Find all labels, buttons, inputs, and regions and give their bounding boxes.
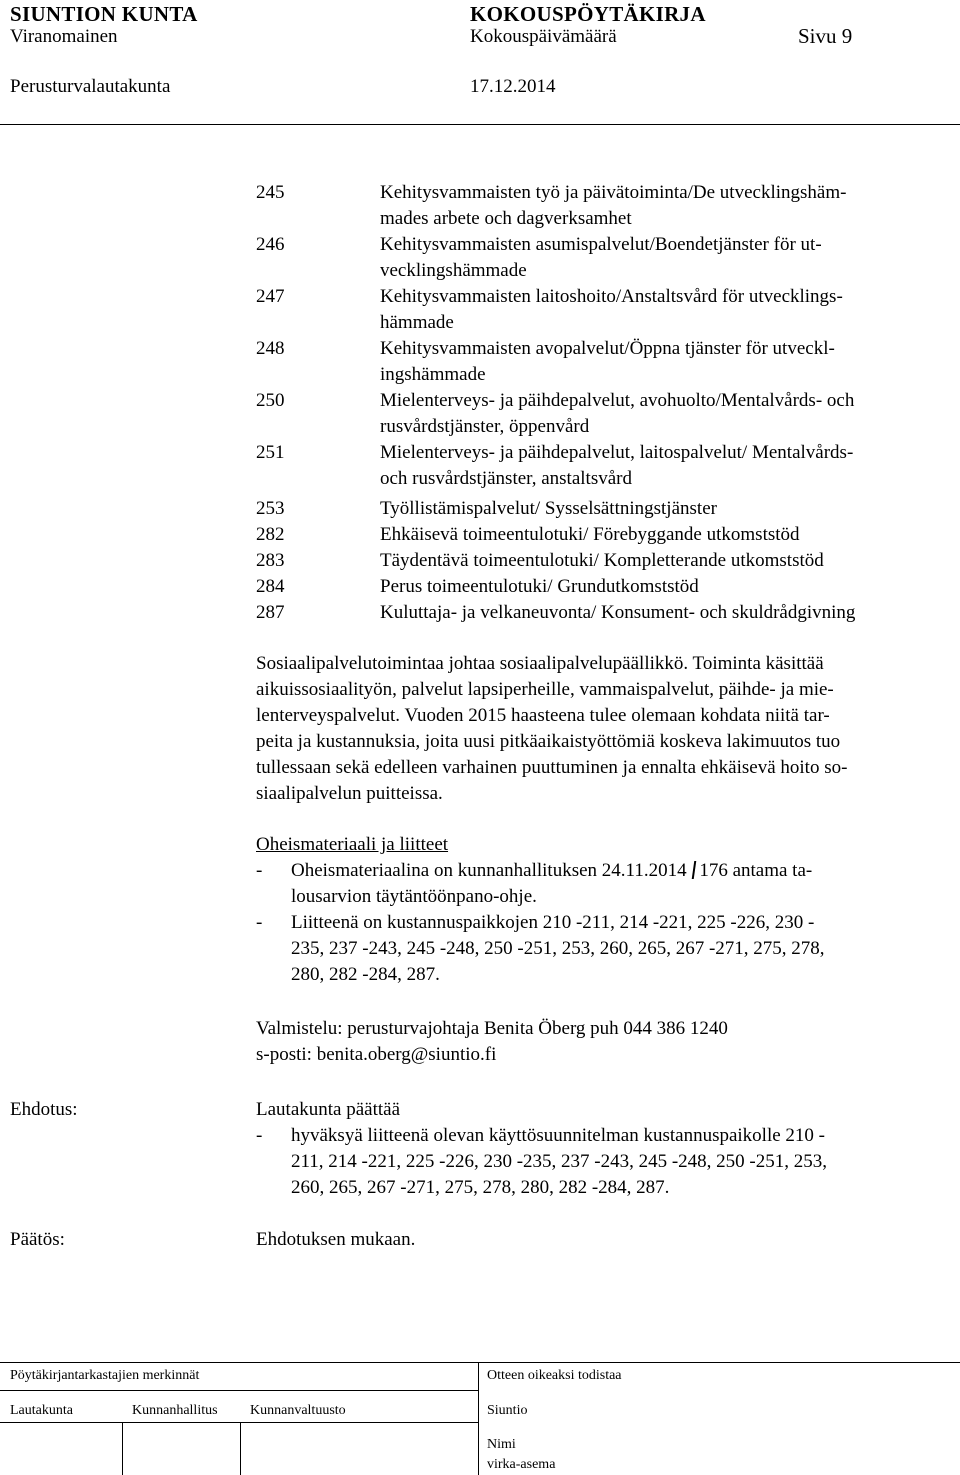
meeting-date: 17.12.2014 bbox=[470, 76, 556, 97]
cost-center-code: 284 bbox=[256, 576, 285, 597]
preparation-email: s-posti: benita.oberg@siuntio.fi bbox=[256, 1044, 497, 1065]
cost-center-row bbox=[256, 440, 956, 492]
paragraph-line: siaalipalvelun puitteissa. bbox=[256, 783, 443, 804]
header-divider bbox=[0, 124, 960, 125]
cost-center-code: 282 bbox=[256, 524, 285, 545]
paragraph-line: Sosiaalipalvelutoimintaa johtaa sosiaalipalvelupäällikkö. Toiminta käsittää bbox=[256, 653, 824, 674]
footer-divider bbox=[478, 1362, 479, 1475]
cost-center-row bbox=[256, 180, 956, 232]
attachments-heading: Oheismateriaali ja liitteet bbox=[256, 834, 449, 855]
cost-center-code: 250 bbox=[256, 390, 285, 411]
section-sign-icon bbox=[691, 861, 699, 879]
footer-row-line bbox=[0, 1390, 478, 1391]
cost-center-name: Täydentävä toimeentulotuki/ Kompletterande utkomststöd bbox=[380, 550, 824, 571]
footer-title-label: virka-asema bbox=[487, 1457, 556, 1472]
cost-center-name: Kehitysvammaisten työ ja päivätoiminta/De utvecklingshäm- bbox=[380, 182, 847, 203]
attachment-item bbox=[256, 910, 946, 988]
cost-center-code: 251 bbox=[256, 442, 285, 463]
cost-center-row bbox=[256, 388, 956, 440]
preparation-contact: Valmistelu: perusturvajohtaja Benita Öberg puh 044 386 1240 bbox=[256, 1018, 728, 1039]
cost-center-name: Perus toimeentulotuki/ Grundutkomststöd bbox=[380, 576, 699, 597]
cost-center-name: Mielenterveys- ja päihdepalvelut, laitospalvelut/ Mentalvårds- bbox=[380, 442, 854, 463]
proposal-line: 260, 265, 267 -271, 275, 278, 280, 282 -284, 287. bbox=[291, 1177, 670, 1198]
bullet-dash: - bbox=[256, 860, 263, 881]
cost-center-row bbox=[256, 600, 956, 652]
decision-label: Päätös: bbox=[10, 1229, 65, 1250]
footer-row-line bbox=[0, 1422, 478, 1423]
cost-center-name-cont: mades arbete och dagverksamhet bbox=[380, 208, 632, 229]
attachment-line: lousarvion täytäntöönpano-ohje. bbox=[291, 886, 537, 907]
cost-center-name: Kehitysvammaisten laitoshoito/Anstaltsvård för utvecklings- bbox=[380, 286, 843, 307]
cost-center-row bbox=[256, 232, 956, 284]
date-label: Kokouspäivämäärä bbox=[470, 26, 617, 47]
bullet-dash: - bbox=[256, 1125, 263, 1146]
paragraph-line: aikuissosiaalityön, palvelut lapsiperheille, vammaispalvelut, päihde- ja mie- bbox=[256, 679, 834, 700]
authority-name: Perusturvalautakunta bbox=[10, 76, 171, 97]
cost-center-name: Kehitysvammaisten avopalvelut/Öppna tjänster för utveckl- bbox=[380, 338, 835, 359]
footer-col-kunnanhallitus: Kunnanhallitus bbox=[132, 1403, 218, 1418]
footer-box bbox=[0, 1362, 960, 1475]
cost-center-name-cont: ingshämmade bbox=[380, 364, 486, 385]
description-paragraph bbox=[256, 651, 952, 807]
decision-text: Ehdotuksen mukaan. bbox=[256, 1229, 416, 1250]
footer-col-lautakunta: Lautakunta bbox=[10, 1403, 73, 1418]
bullet-dash: - bbox=[256, 912, 263, 933]
document-type: KOKOUSPÖYTÄKIRJA bbox=[470, 2, 706, 26]
proposal-label: Ehdotus: bbox=[10, 1099, 78, 1120]
cost-center-row bbox=[256, 336, 956, 388]
cost-center-name: Kuluttaja- ja velkaneuvonta/ Konsument- och skuldrådgivning bbox=[380, 602, 856, 623]
footer-top-border bbox=[0, 1362, 960, 1363]
attachment-line: 235, 237 -243, 245 -248, 250 -251, 253, 260, 265, 267 -271, 275, 278, bbox=[291, 938, 825, 959]
cost-center-code: 245 bbox=[256, 182, 285, 203]
attachment-line: Oheismateriaalina on kunnanhallituksen 24.11.2014 176 antama ta- bbox=[291, 860, 813, 881]
cost-center-name-cont: rusvårdstjänster, öppenvård bbox=[380, 416, 590, 437]
paragraph-line: peita ja kustannuksia, joita uusi pitkäaikaistyöttömiä koskeva lakimuutos tuo bbox=[256, 731, 841, 752]
paragraph-line: lenterveyspalvelut. Vuoden 2015 haasteena tulee olemaan kohdata niitä tar- bbox=[256, 705, 830, 726]
proposal-heading: Lautakunta päättää bbox=[256, 1099, 401, 1120]
proposal-line: 211, 214 -221, 225 -226, 230 -235, 237 -243, 245 -248, 250 -251, 253, bbox=[291, 1151, 828, 1172]
cost-center-name-cont: hämmade bbox=[380, 312, 454, 333]
cost-center-code: 246 bbox=[256, 234, 285, 255]
attachment-item bbox=[256, 858, 946, 910]
cost-center-row bbox=[256, 284, 956, 336]
proposal-item bbox=[256, 1123, 946, 1201]
authority-label: Viranomainen bbox=[10, 26, 118, 47]
proposal-line: hyväksyä liitteenä olevan käyttösuunnitelman kustannuspaikolle 210 - bbox=[291, 1125, 825, 1146]
attachment-line: 280, 282 -284, 287. bbox=[291, 964, 440, 985]
footer-cell-divider bbox=[122, 1422, 123, 1475]
cost-center-name: Työllistämispalvelut/ Sysselsättningstjänster bbox=[380, 498, 717, 519]
cost-center-name-cont: och rusvårdstjänster, anstaltsvård bbox=[380, 468, 632, 489]
footer-place: Siuntio bbox=[487, 1403, 528, 1418]
cost-center-code: 253 bbox=[256, 498, 285, 519]
cost-center-code: 248 bbox=[256, 338, 285, 359]
org-name: SIUNTION KUNTA bbox=[10, 2, 198, 26]
paragraph-line: tullessaan sekä edelleen varhainen puuttuminen ja ennalta ehkäisevä hoito so- bbox=[256, 757, 848, 778]
cost-center-name-cont: vecklingshämmade bbox=[380, 260, 527, 281]
cost-center-name: Ehkäisevä toimeentulotuki/ Förebyggande utkomststöd bbox=[380, 524, 800, 545]
cost-center-code: 287 bbox=[256, 602, 285, 623]
attachment-line: Liitteenä on kustannuspaikkojen 210 -211, 214 -221, 225 -226, 230 - bbox=[291, 912, 815, 933]
footer-name-label: Nimi bbox=[487, 1437, 516, 1452]
certified-label: Otteen oikeaksi todistaa bbox=[487, 1368, 622, 1383]
cost-center-name: Kehitysvammaisten asumispalvelut/Boendetjänster för ut- bbox=[380, 234, 822, 255]
footer-cell-divider bbox=[240, 1422, 241, 1475]
cost-center-name: Mielenterveys- ja päihdepalvelut, avohuolto/Mentalvårds- och bbox=[380, 390, 855, 411]
page-number: Sivu 9 bbox=[798, 24, 853, 48]
footer-col-kunnanvaltuusto: Kunnanvaltuusto bbox=[250, 1403, 346, 1418]
checkers-label: Pöytäkirjantarkastajien merkinnät bbox=[10, 1368, 200, 1383]
cost-center-code: 247 bbox=[256, 286, 285, 307]
cost-center-code: 283 bbox=[256, 550, 285, 571]
